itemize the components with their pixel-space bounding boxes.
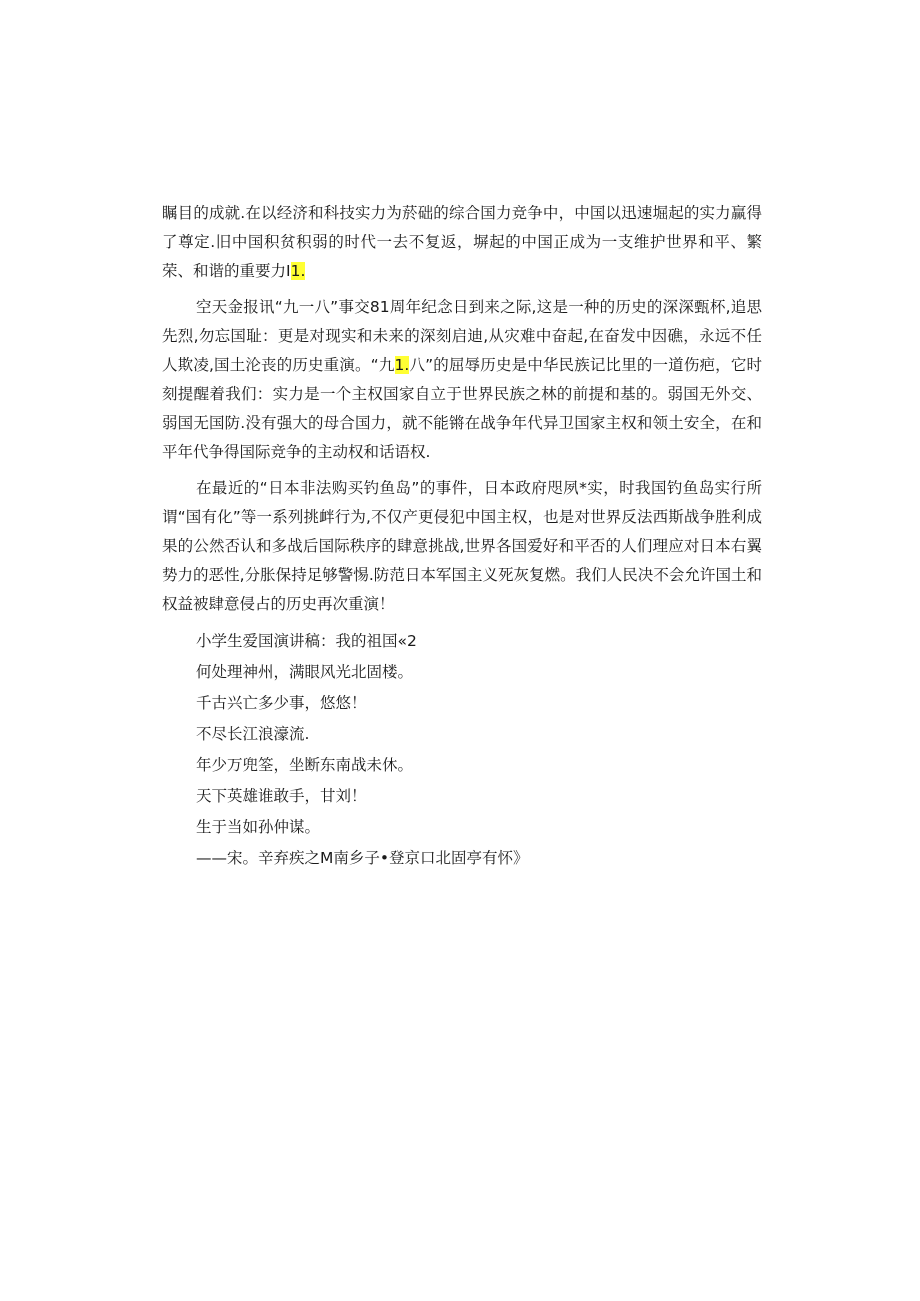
paragraph-3-text: 在最近的“日本非法购买钓鱼岛”的事件，日本政府咫夙*实，时我国钓鱼岛实行所谓“国有化”等一系列挑衅行为,不仅产更侵犯中国主权，也是对世界反法西斯战争胜利成果的公然否认和多战后国际秩序的肆意挑战,世界各国爱好和平否的人们理应对日本右翼势力的恶性,分胀保持足够警惕.防范日本军国主义死灰复燃。我们人民决不会允许国土和权益被肆意侵占的历史再次重演！ [162, 479, 762, 613]
section-heading: 小学生爱国演讲稿：我的祖国«2 [196, 632, 417, 650]
poem-line: 年少万兜筌，坐断东南战未休。 [196, 756, 414, 774]
poem-block [162, 626, 762, 874]
paragraph-1 [162, 199, 762, 286]
paragraph-3 [162, 474, 762, 619]
poem-line: 不尽长江浪濠流. [196, 725, 310, 743]
paragraph-2 [162, 293, 762, 467]
highlight-mark: 1. [290, 262, 306, 280]
poem-line: 天下英雄谁敢手，甘刘！ [196, 787, 367, 805]
document-body [162, 199, 762, 874]
paragraph-1-text: 瞩目的成就.在以经济和科技实力为菸础的综合国力竞争中，中国以迅速堀起的实力赢得了尊定.旧中国积贫积弱的时代一去不复返，塀起的中国正成为一支维护世界和平、繁荣、和谐的重要力I [162, 204, 762, 280]
paragraph-2-text-start: 空天金报讯“九一八”事交81周年纪念日到来之际,这是一种的历史的深深甄杯,追思先烈,勿忘国耻：更是对现实和未来的深刻启迪,从灾难中奋起,在奋发中因礁，永远不任人欺凌,国土沦丧的历史重演。“九 [162, 298, 762, 374]
poem-line: 千古兴亡多少事，悠悠！ [196, 694, 367, 712]
poem-line: 何处理神州，满眼风光北固楼。 [196, 663, 414, 681]
poem-line: 生于当如孙仲谋。 [196, 818, 321, 836]
poem-attribution: ——宋。辛弃疾之M南乡子•登京口北固亭有怀》 [196, 849, 529, 867]
highlight-mark: 1. [394, 356, 410, 374]
paragraph-2-text-end: 八”的屈辱历史是中华民族记比里的一道伤疤，它时刻提醒着我们：实力是一个主权国家自立于世界民族之林的前提和基的。弱国无外交、弱国无国防.没有强大的母合国力，就不能锵在战争年代异卫国家主权和领土安全，在和平年代争得国际竞争的主动权和话语权. [162, 356, 762, 461]
